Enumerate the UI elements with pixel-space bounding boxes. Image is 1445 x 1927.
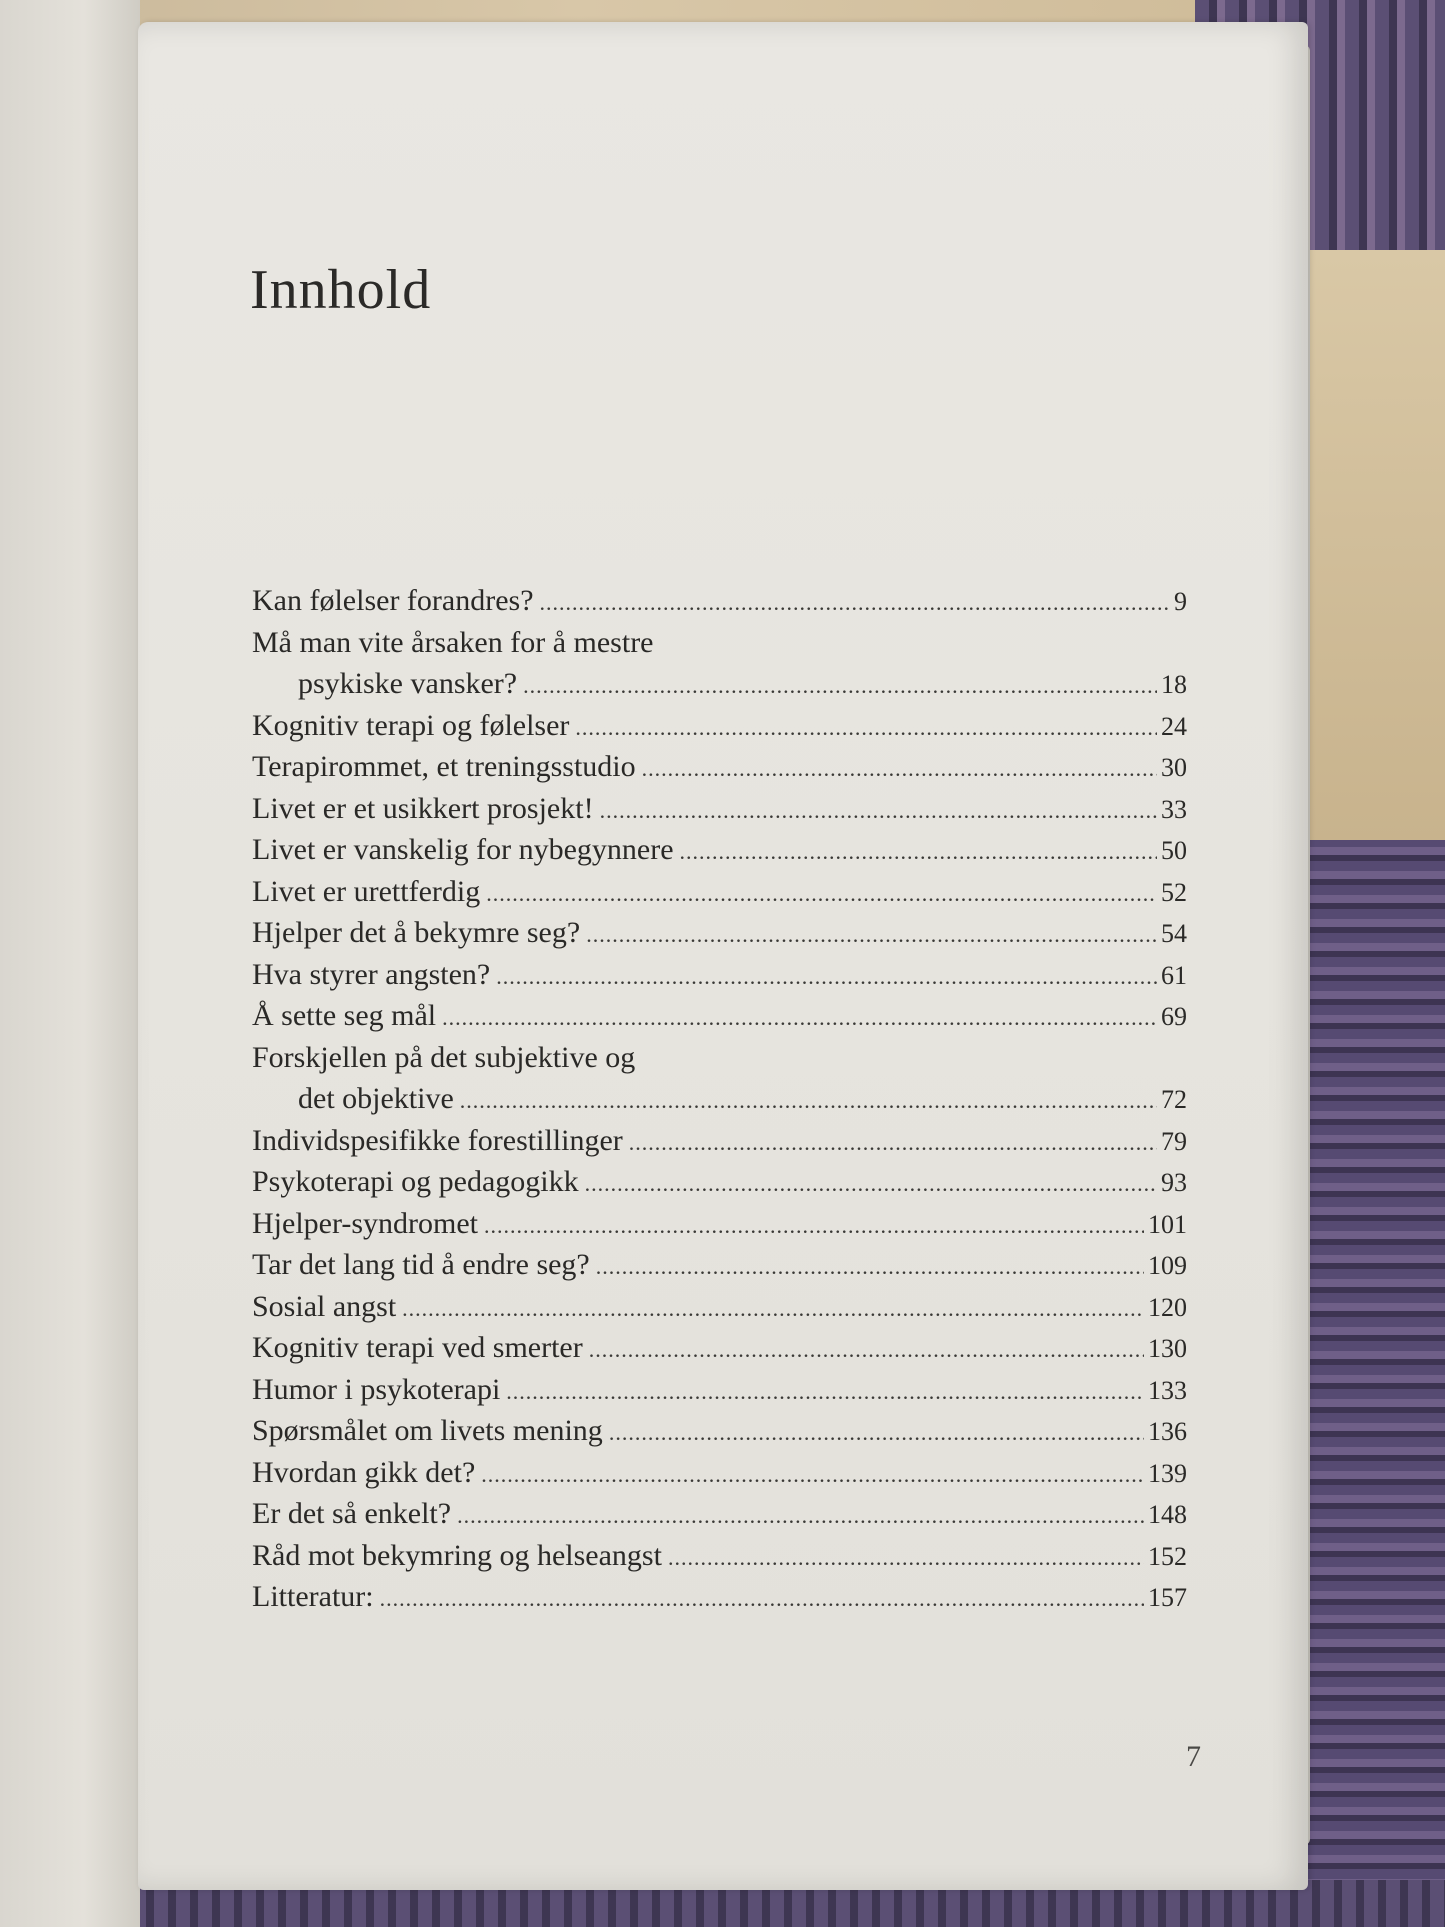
dot-leader — [609, 1410, 1144, 1454]
toc-entry — [252, 1369, 1187, 1411]
toc-page-number: 24 — [1161, 711, 1187, 741]
dot-leader — [642, 746, 1157, 790]
dot-leader — [506, 1369, 1144, 1413]
fabric-side — [1290, 840, 1445, 1927]
dot-leader — [460, 1078, 1157, 1122]
dot-leader — [484, 1203, 1144, 1247]
toc-entry-label: Forskjellen på det subjektive og — [252, 1040, 636, 1074]
dot-leader — [481, 1452, 1144, 1496]
dot-leader — [668, 1535, 1144, 1579]
toc-page-number: 52 — [1161, 877, 1187, 907]
toc-page-number: 33 — [1161, 794, 1187, 824]
toc-entry — [252, 580, 1187, 622]
toc-page-number: 79 — [1161, 1126, 1187, 1156]
left-page-edge — [0, 0, 140, 1927]
toc-entry-label: Individspesifikke forestillinger — [252, 1123, 623, 1157]
dot-leader — [402, 1286, 1144, 1330]
toc-entry — [252, 1286, 1187, 1328]
toc-entry-label: Sosial angst — [252, 1289, 397, 1323]
toc-entry — [252, 829, 1187, 871]
dot-leader — [629, 1120, 1157, 1164]
toc-entry — [252, 954, 1187, 996]
toc-page-number: 93 — [1161, 1168, 1187, 1197]
toc-page-number: 152 — [1148, 1541, 1187, 1571]
toc-entry — [252, 663, 1187, 705]
toc-entry — [252, 912, 1187, 954]
toc-entry-label: Psykoterapi og pedagogikk — [252, 1165, 579, 1198]
toc-entry — [252, 1120, 1187, 1162]
toc-entry — [252, 1161, 1187, 1203]
toc-entry — [252, 995, 1187, 1037]
toc-page-number: 30 — [1161, 753, 1187, 782]
toc-page-number: 109 — [1148, 1251, 1187, 1280]
toc-page-number: 69 — [1161, 1002, 1187, 1031]
dot-leader — [380, 1576, 1144, 1620]
toc-page-number: 61 — [1161, 960, 1187, 990]
toc-entry-label: Kognitiv terapi og følelser — [252, 708, 570, 742]
dot-leader — [575, 705, 1157, 749]
toc-entry — [252, 1327, 1187, 1369]
toc-entry-label: Livet er et usikkert prosjekt! — [252, 791, 594, 825]
page-number: 7 — [1186, 1740, 1201, 1773]
table-edge — [1300, 250, 1445, 840]
toc-entry-continuation: psykiske vansker? — [298, 667, 518, 700]
dot-leader — [457, 1493, 1144, 1537]
toc-entry-line — [252, 1037, 1187, 1079]
toc-page-number: 50 — [1161, 836, 1187, 865]
toc-entry — [252, 746, 1187, 788]
toc-entry — [252, 871, 1187, 913]
toc-page-number: 72 — [1161, 1085, 1187, 1114]
dot-leader — [442, 995, 1157, 1039]
toc-entry — [252, 1576, 1187, 1618]
toc-entry-label: Hjelper-syndromet — [252, 1206, 478, 1240]
toc-page-number: 18 — [1161, 670, 1187, 699]
toc-entry-label: Å sette seg mål — [252, 999, 437, 1032]
toc-entry-label: Litteratur: — [252, 1580, 374, 1613]
toc-entry — [252, 1452, 1187, 1494]
dot-leader — [540, 580, 1170, 624]
toc-entry-label: Livet er urettferdig — [252, 874, 481, 908]
dot-leader — [523, 663, 1157, 707]
toc-entry-label: Kan følelser forandres? — [252, 584, 534, 617]
toc-entry-label: Livet er vanskelig for nybegynnere — [252, 833, 674, 866]
toc-entry — [252, 705, 1187, 747]
toc-entry-label: Er det så enkelt? — [252, 1497, 452, 1530]
toc-entry-label: Må man vite årsaken for å mestre — [252, 625, 654, 659]
toc-entry-label: Hva styrer angsten? — [252, 957, 491, 991]
toc-page-number: 139 — [1148, 1458, 1187, 1488]
toc-page-number: 120 — [1148, 1292, 1187, 1322]
toc-entry-label: Råd mot bekymring og helseangst — [252, 1538, 662, 1572]
toc-page-number: 130 — [1148, 1334, 1187, 1363]
toc-entry-label: Hvordan gikk det? — [252, 1455, 476, 1489]
toc-page-number: 136 — [1148, 1417, 1187, 1446]
toc-entry-label: Spørsmålet om livets mening — [252, 1414, 603, 1447]
toc-entry-label: Terapirommet, et treningsstudio — [252, 750, 636, 783]
toc-entry — [252, 1203, 1187, 1245]
toc-entry — [252, 1078, 1187, 1120]
dot-leader — [600, 788, 1157, 832]
dot-leader — [486, 871, 1157, 915]
toc-entry-label: Kognitiv terapi ved smerter — [252, 1331, 583, 1364]
toc-page-number: 148 — [1148, 1500, 1187, 1529]
toc-entry — [252, 1410, 1187, 1452]
toc-entry — [252, 788, 1187, 830]
toc-page-number: 157 — [1148, 1583, 1187, 1612]
toc-page-number: 101 — [1148, 1209, 1187, 1239]
toc-entry-continuation: det objektive — [298, 1082, 454, 1115]
dot-leader — [496, 954, 1157, 998]
dot-leader — [596, 1244, 1144, 1288]
toc-page-number: 133 — [1148, 1375, 1187, 1405]
dot-leader — [586, 912, 1157, 956]
toc-entry-label: Humor i psykoterapi — [252, 1372, 501, 1406]
dot-leader — [680, 829, 1157, 873]
page-title: Innhold — [250, 259, 432, 321]
toc-page-number: 54 — [1161, 919, 1187, 948]
toc-page-number: 9 — [1174, 587, 1187, 616]
toc-entry-line — [252, 622, 1187, 664]
dot-leader — [589, 1327, 1144, 1371]
table-of-contents — [252, 580, 1187, 1618]
toc-entry — [252, 1244, 1187, 1286]
dot-leader — [585, 1161, 1157, 1205]
toc-entry — [252, 1535, 1187, 1577]
toc-entry — [252, 1493, 1187, 1535]
toc-entry-label: Hjelper det å bekymre seg? — [252, 916, 581, 949]
toc-entry-label: Tar det lang tid å endre seg? — [252, 1248, 590, 1281]
